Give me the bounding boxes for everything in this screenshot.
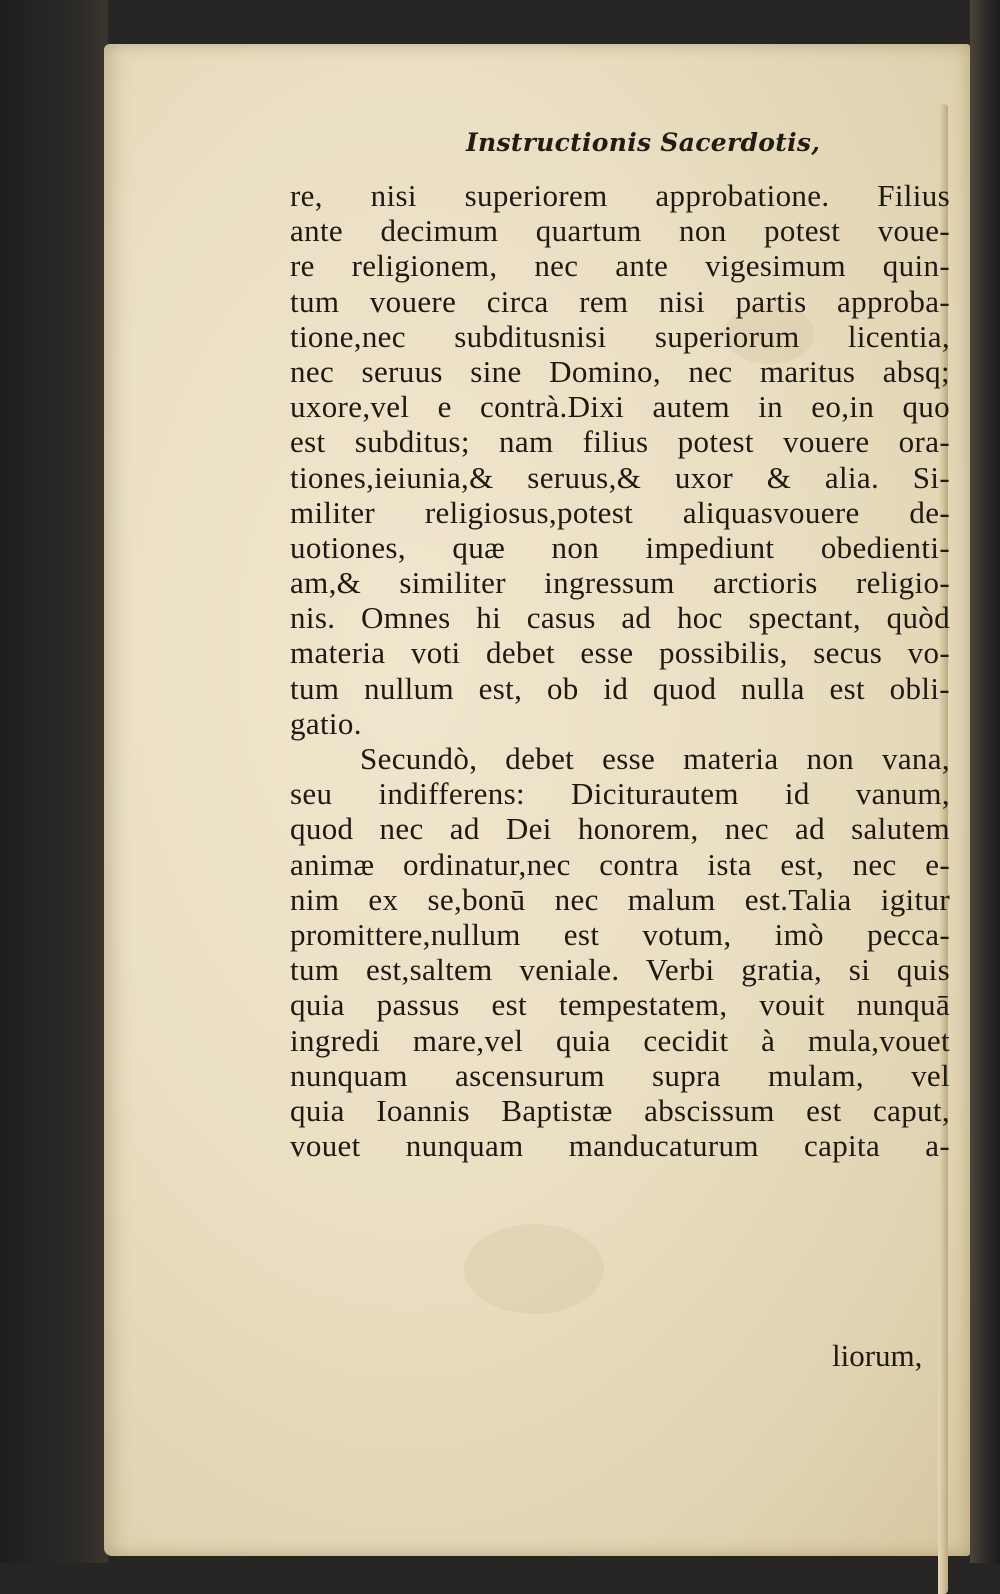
text-line: nec seruus sine Domino, nec maritus absq; <box>290 353 950 389</box>
catchword: liorum, <box>832 1338 923 1373</box>
text-line: promittere,nullum est votum, imò pecca- <box>290 916 950 952</box>
text-line: gatio. <box>290 705 362 741</box>
text-line: vouet nunquam manducaturum capita a- <box>290 1128 950 1164</box>
text-line: materia voti debet esse possibilis, secus vo- <box>290 635 950 671</box>
text-line: tum nullum est, ob id quod nulla est obli- <box>290 670 950 706</box>
text-line: ante decimum quartum non potest voue- <box>290 213 950 249</box>
text-line: quod nec ad Dei honorem, nec ad salutem <box>290 811 950 847</box>
text-line: tiones,ieiunia,& seruus,& uxor & alia. Si- <box>290 459 950 495</box>
text-line: uxore,vel e contrà.Dixi autem in eo,in quo <box>290 389 950 425</box>
text-line: animæ ordinatur,nec contra ista est, nec e- <box>290 846 950 882</box>
text-line: tum est,saltem veniale. Verbi gratia, si quis <box>290 952 950 988</box>
body-text <box>290 178 950 1163</box>
text-line: re religionem, nec ante vigesimum quin- <box>290 248 950 284</box>
text-line: est subditus; nam filius potest vouere ora- <box>290 424 950 460</box>
running-header: Instructionis Sacerdotis, <box>466 128 821 157</box>
text-line: seu indifferens: Diciturautem id vanum, <box>290 776 950 812</box>
paper-stain <box>464 1224 604 1314</box>
text-line: tum vouere circa rem nisi partis approba- <box>290 283 950 319</box>
text-line: militer religiosus,potest aliquasvouere de- <box>290 494 950 530</box>
text-line: tione,nec subditusnisi superiorum licentia, <box>290 318 950 354</box>
text-line: ingredi mare,vel quia cecidit à mula,vouet <box>290 1022 950 1058</box>
text-line: quia Ioannis Baptistæ abscissum est caput, <box>290 1092 950 1128</box>
scanner-background-left <box>0 0 108 1563</box>
scanner-background-right <box>970 0 1000 1563</box>
text-line: re, nisi superiorem approbatione. Filius <box>290 178 950 213</box>
text-line: nim ex se,bonū nec malum est.Talia igitur <box>290 881 950 917</box>
text-line: am,& similiter ingressum arctioris religio- <box>290 565 950 601</box>
text-line: quia passus est tempestatem, vouit nunquā <box>290 987 950 1023</box>
text-line: uotiones, quæ non impediunt obedienti- <box>290 529 950 565</box>
text-line: nis. Omnes hi casus ad hoc spectant, quòd <box>290 600 950 636</box>
paragraph-first-line: Secundò, debet esse materia non vana, <box>360 741 950 776</box>
text-line: nunquam ascensurum supra mulam, vel <box>290 1057 950 1093</box>
